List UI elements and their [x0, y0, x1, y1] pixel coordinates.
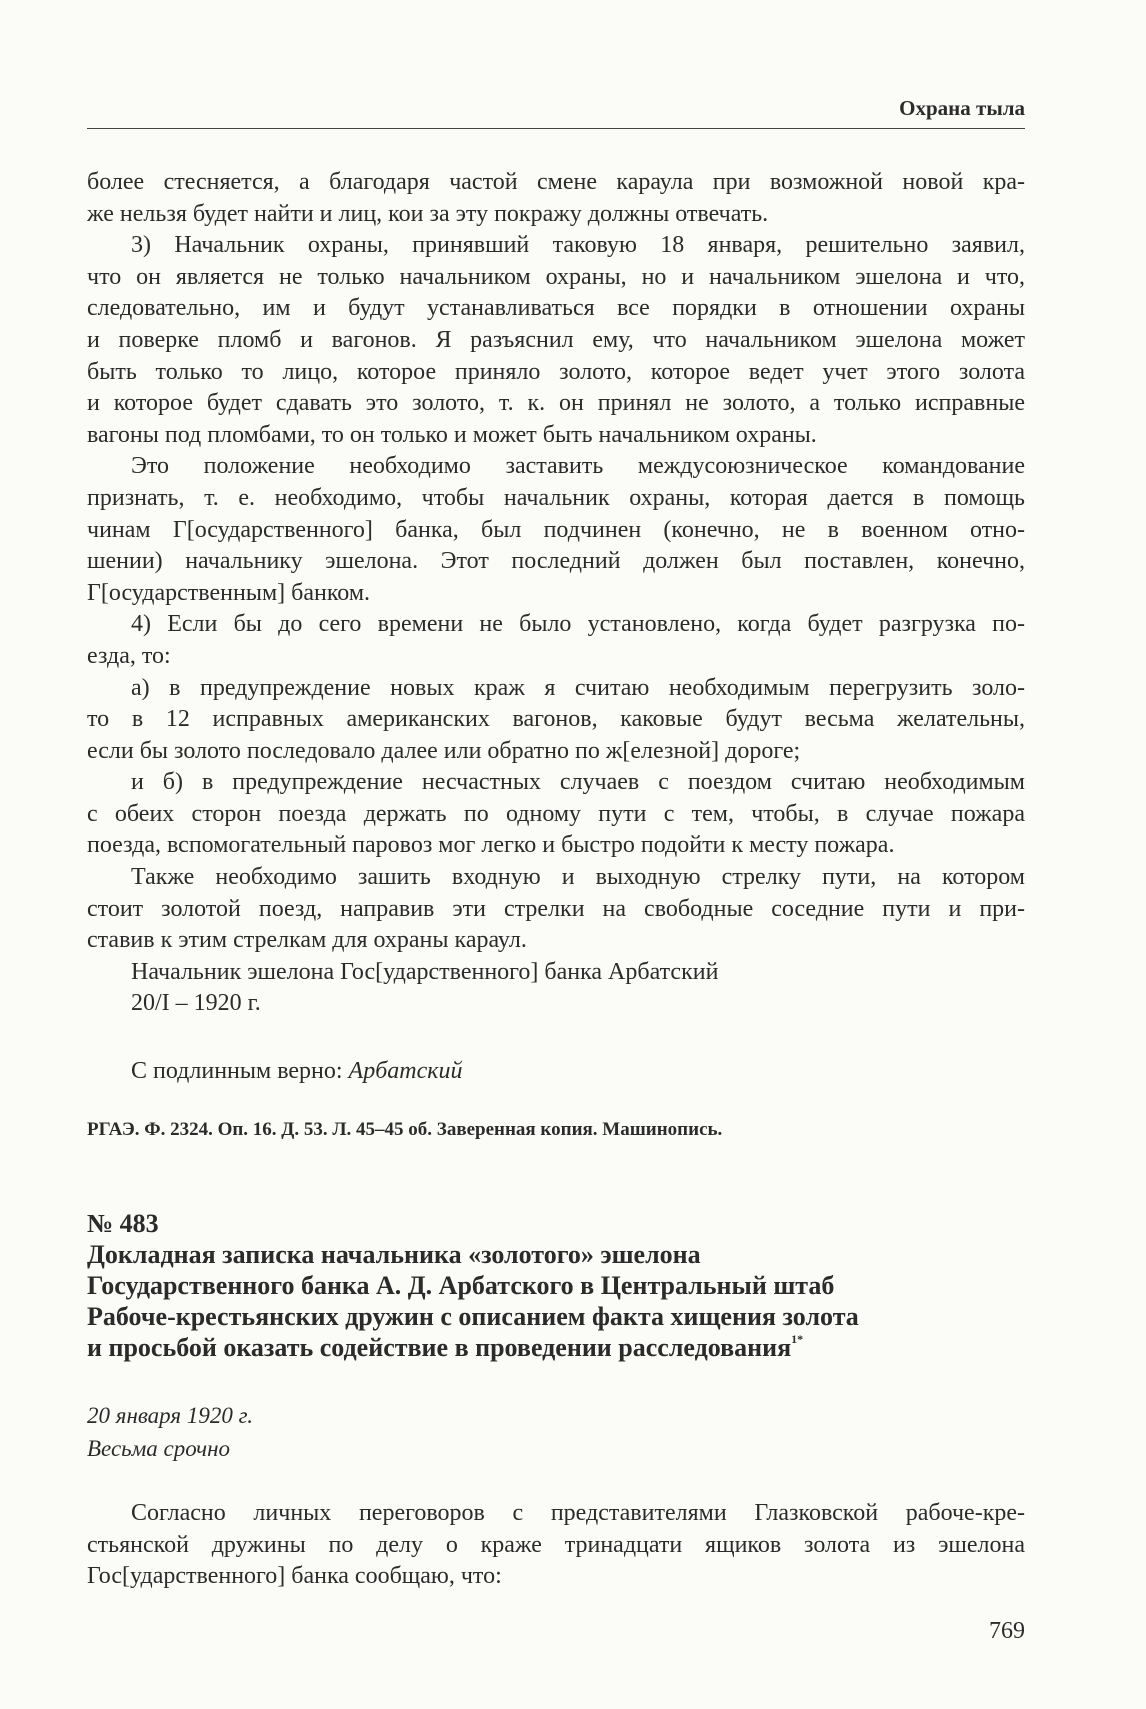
- paragraph-line: с обеих сторон поезда держать по одному пути с тем, чтобы, в случае пожара: [87, 800, 1025, 827]
- paragraph-line: Это положение необходимо заставить междусоюзническое командование: [131, 453, 1025, 480]
- document-heading: [87, 1208, 859, 1363]
- paragraph-line: если бы золото последовало далее или обратно по ж[елезной] дороге;: [87, 737, 801, 764]
- paragraph-line: же нельзя будет найти и лиц, кои за эту покражу должны отвечать.: [87, 200, 769, 227]
- document-date-block: [87, 1399, 253, 1465]
- certification-line: [87, 1055, 463, 1087]
- paragraph-line: 3) Начальник охраны, принявший таковую 18 января, решительно заявил,: [131, 232, 1025, 259]
- header-rule: [87, 128, 1025, 129]
- paragraph-line: вагоны под пломбами, то он только и может быть начальником охраны.: [87, 421, 817, 448]
- body-text-document-483: [87, 1498, 1025, 1593]
- document-number: № 483: [87, 1209, 159, 1238]
- paragraph-line: стьянской дружины по делу о краже тринадцати ящиков золота из эшелона: [87, 1531, 1025, 1558]
- paragraph-line: более стесняется, а благодаря частой смене караула при возможной новой кра-: [87, 169, 1025, 195]
- paragraph-line: Гос[ударственного] банка сообщаю, что:: [87, 1563, 502, 1590]
- running-title: Охрана тыла: [899, 96, 1025, 120]
- document-date: 20 января 1920 г.: [87, 1403, 253, 1428]
- paragraph-line: и б) в предупреждение несчастных случаев с поездом считаю необходимым: [131, 769, 1025, 796]
- document-title-line: [87, 1332, 859, 1363]
- paragraph-line: что он является не только начальником охраны, но и начальником эшелона и что,: [87, 263, 1025, 290]
- document-title-line: Государственного банка А. Д. Арбатского в Центральный штаб: [87, 1271, 835, 1300]
- paragraph-line: признать, т. е. необходимо, чтобы начальник охраны, которая дается в помощь: [87, 484, 1025, 511]
- paragraph-line: следовательно, им и будут устанавливаться все порядки в отношении охраны: [87, 295, 1025, 322]
- paragraph-line: чинам Г[осударственного] банка, был подчинен (конечно, не в военном отно-: [87, 516, 1025, 543]
- paragraph-line: а) в предупреждение новых краж я считаю необходимым перегрузить золо-: [131, 674, 1025, 701]
- paragraph-line: и поверке пломб и вагонов. Я разъяснил ему, что начальником эшелона может: [87, 326, 1025, 353]
- page-number: 769: [989, 1618, 1025, 1644]
- paragraph-line: ставив к этим стрелкам для охраны караул.: [87, 927, 527, 954]
- archival-source: РГАЭ. Ф. 2324. Оп. 16. Д. 53. Л. 45–45 об. Заверенная копия. Машинопись.: [87, 1119, 723, 1140]
- document-title-line: Докладная записка начальника «золотого» эшелона: [87, 1240, 701, 1269]
- paragraph-line: езда, то:: [87, 642, 171, 669]
- paragraph-line: Г[осударственным] банком.: [87, 579, 371, 606]
- paragraph-line: Начальник эшелона Гос[ударственного] банка Арбатский: [131, 958, 719, 985]
- document-urgency: Весьма срочно: [87, 1436, 231, 1461]
- paragraph-line: 20/I – 1920 г.: [131, 990, 261, 1017]
- paragraph-line: поезда, вспомогательный паровоз мог легко и быстро подойти к месту пожара.: [87, 832, 895, 859]
- paragraph-line: то в 12 исправных американских вагонов, каковые будут весьма желательны,: [87, 706, 1025, 733]
- paragraph-line: 4) Если бы до сего времени не было установлено, когда будет разгрузка по-: [131, 611, 1025, 638]
- paragraph-line: и которое будет сдавать это золото, т. к. он принял не золото, а только исправные: [87, 390, 1025, 417]
- body-text-previous-document: [87, 167, 1025, 1020]
- certification-label: С подлинным верно:: [131, 1058, 343, 1084]
- paragraph-line: быть только то лицо, которое приняло золото, которое ведет учет этого золота: [87, 358, 1025, 385]
- footnote-mark: 1*: [791, 1332, 804, 1346]
- document-title-text: и просьбой оказать содействие в проведении расследования: [87, 1333, 792, 1362]
- paragraph-line: Также необходимо зашить входную и выходную стрелку пути, на котором: [131, 864, 1025, 891]
- certification-signature: Арбатский: [348, 1058, 463, 1084]
- document-title-line: Рабоче-крестьянских дружин с описанием факта хищения золота: [87, 1302, 859, 1331]
- paragraph-line: стоит золотой поезд, направив эти стрелки на свободные соседние пути и при-: [87, 895, 1025, 922]
- paragraph-line: Согласно личных переговоров с представителями Глазковской рабоче-кре-: [131, 1500, 1025, 1526]
- paragraph-line: шении) начальнику эшелона. Этот последний должен был поставлен, конечно,: [87, 548, 1025, 575]
